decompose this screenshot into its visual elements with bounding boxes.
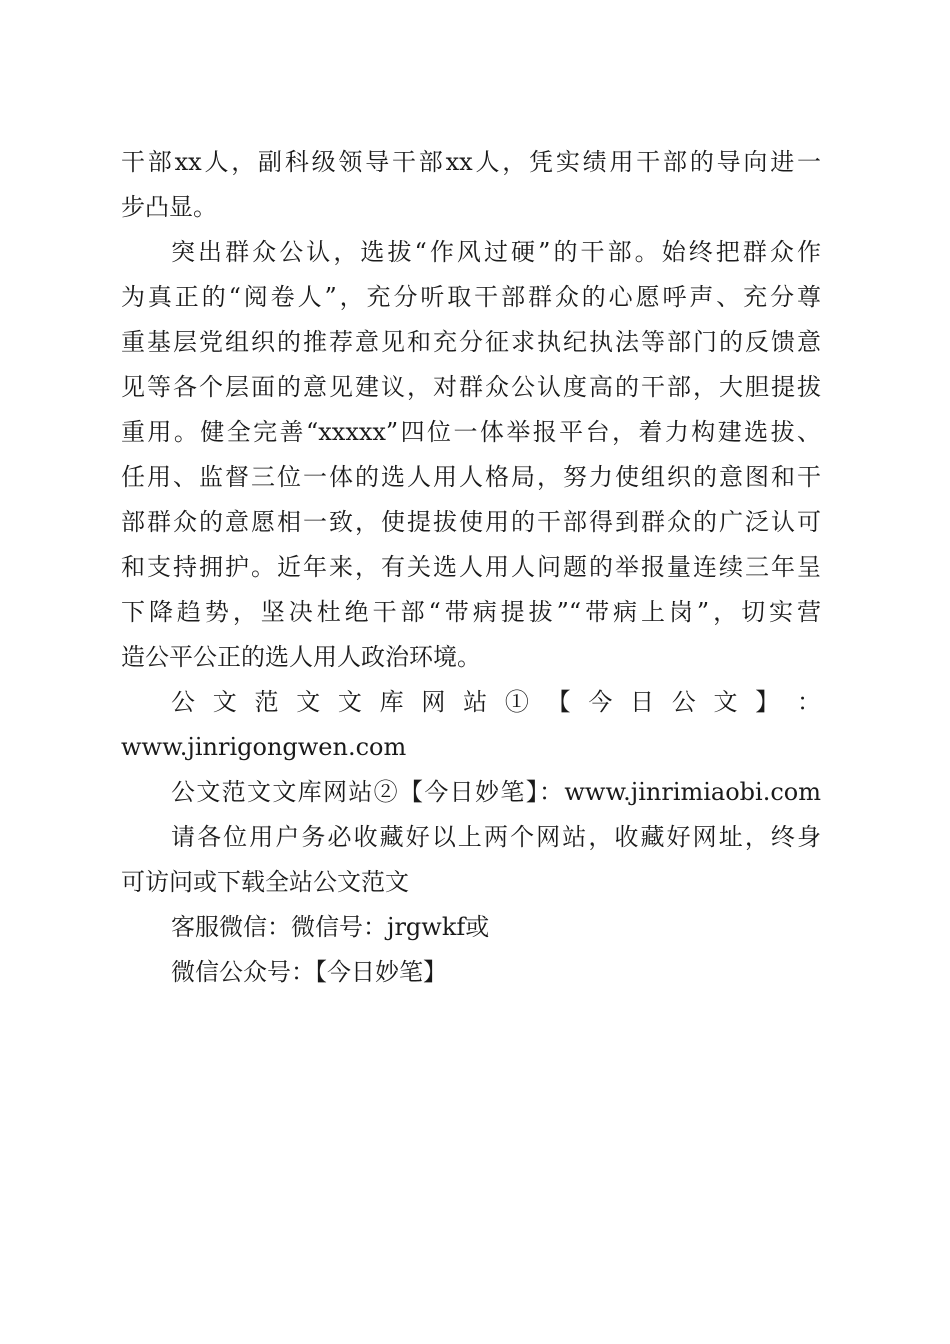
- website-line-2: 公文范文文库网站②【今日妙笔】：www.jinrimiaobi.com: [171, 778, 821, 806]
- text-line-5: 重基层党组织的推荐意见和充分征求执纪执法等部门的反馈意: [121, 328, 821, 356]
- text-line-6: 见等各个层面的意见建议，对群众公认度高的干部，大胆提拔: [121, 373, 821, 401]
- text-line-9: 部群众的意愿相一致，使提拔使用的干部得到群众的广泛认可: [121, 508, 821, 536]
- text-line-16: 请各位用户务必收藏好以上两个网站，收藏好网址，终身: [171, 823, 821, 851]
- text-line-17: 可访问或下载全站公文范文: [121, 868, 409, 896]
- text-line-10: 和支持拥护。近年来，有关选人用人问题的举报量连续三年呈: [121, 553, 821, 581]
- wechat-id-line: 客服微信：微信号：jrgwkf或: [171, 913, 490, 941]
- text-line-4: 为真正的“阅卷人”，充分听取干部群众的心愿呼声、充分尊: [121, 283, 821, 311]
- text-line-7: 重用。健全完善“xxxxx”四位一体举报平台，着力构建选拔、: [121, 418, 821, 446]
- document-body: [121, 140, 821, 995]
- text-line-8: 任用、监督三位一体的选人用人格局，努力使组织的意图和干: [121, 463, 821, 491]
- wechat-account-line: 微信公众号：【今日妙笔】: [171, 958, 447, 986]
- text-line-2: 步凸显。: [121, 193, 217, 221]
- text-line-3: 突出群众公认，选拔“作风过硬”的干部。始终把群众作: [171, 238, 821, 266]
- text-line-12: 造公平公正的选人用人政治环境。: [121, 643, 481, 671]
- website-url-1: www.jinrigongwen.com: [121, 733, 407, 761]
- text-line-1: 干部xx人，副科级领导干部xx人，凭实绩用干部的导向进一: [121, 148, 821, 176]
- text-line-13: 公 文 范 文 文 库 网 站 ① 【 今 日 公 文 】 ：: [171, 688, 821, 716]
- text-line-11: 下降趋势，坚决杜绝干部“带病提拔”“带病上岗”，切实营: [121, 598, 821, 626]
